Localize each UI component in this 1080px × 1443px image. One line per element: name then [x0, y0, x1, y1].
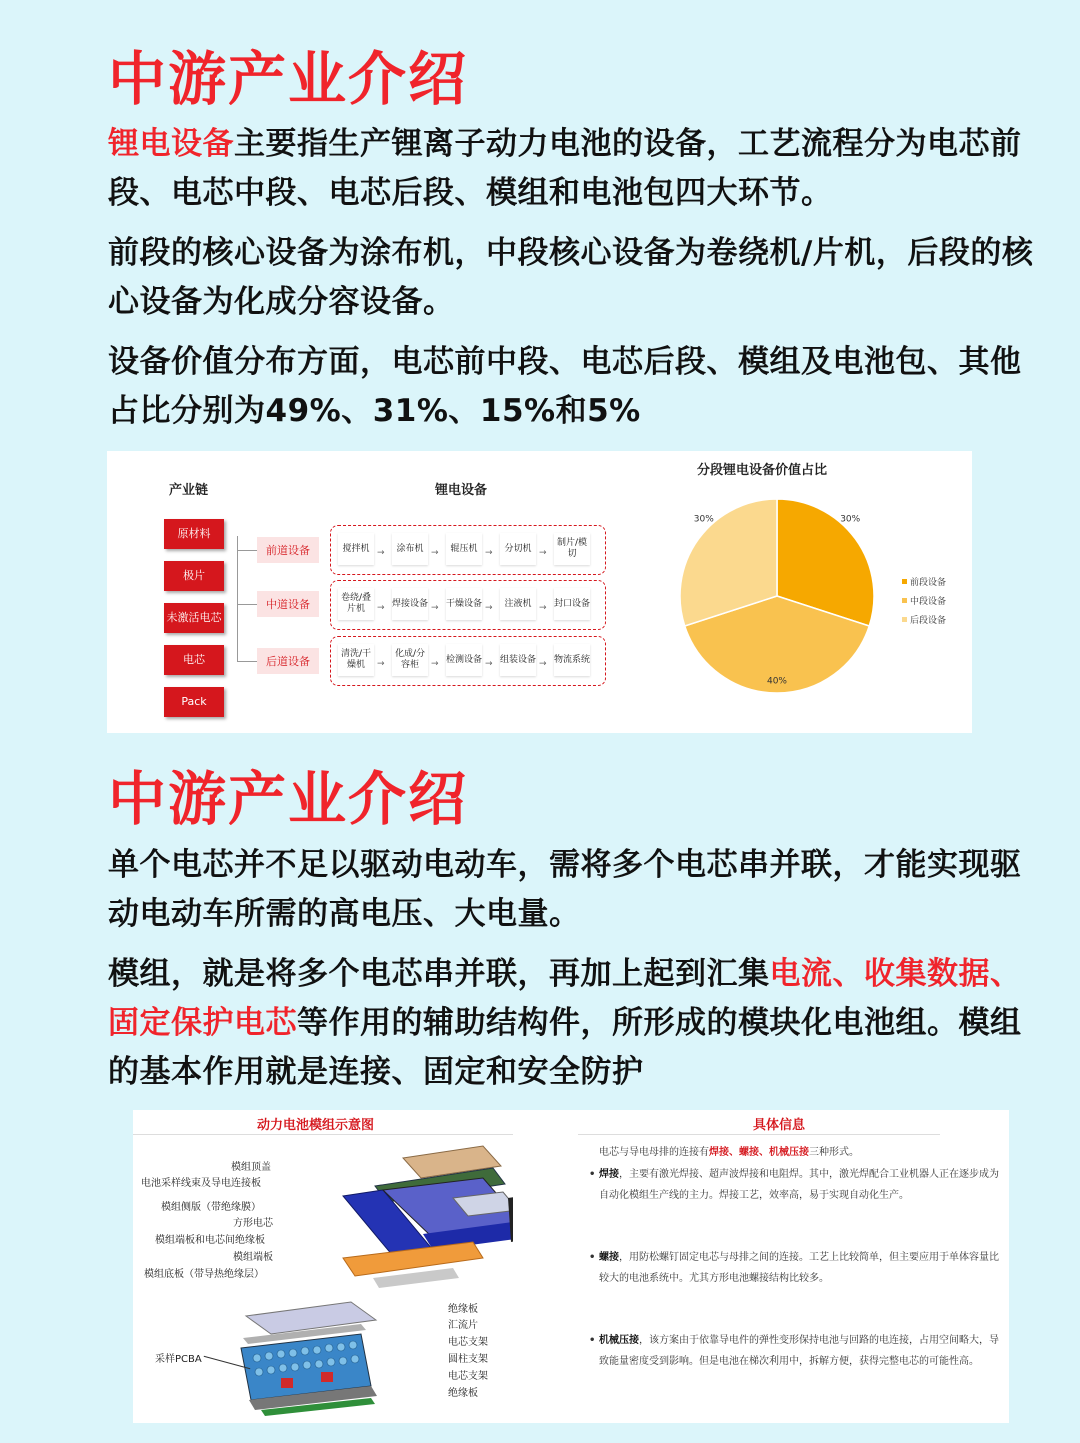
- arrow-icon: →: [377, 659, 385, 669]
- stage-middle: 中道设备: [257, 591, 319, 617]
- part-label: 采样PCBA: [155, 1354, 202, 1365]
- legend-swatch: [902, 598, 907, 603]
- item-text: ，该方案由于依靠导电件的弹性变形保持电池与回路的电连接，占用空间略大，导致能量密度受到影响。但是电池在梯次利用中，拆解方便，获得完整电芯的可能性高。: [599, 1335, 999, 1367]
- connector-line: [237, 604, 257, 605]
- legend-item: [902, 575, 946, 588]
- step-box: 检测设备: [446, 644, 482, 676]
- pie-value-label: 30%: [693, 514, 714, 525]
- pie-value-label: 40%: [766, 676, 788, 687]
- step-box: 搅拌机: [338, 533, 374, 565]
- arrow-icon: →: [431, 659, 439, 669]
- arrow-icon: →: [377, 548, 385, 558]
- bullet-icon: •: [589, 1169, 596, 1180]
- step-box: 焊接设备: [392, 588, 428, 620]
- item-name: 机械压接: [599, 1335, 639, 1346]
- cylindrical-module-illustration: [221, 1296, 451, 1421]
- legend-item: [902, 594, 946, 607]
- part-label: 绝缘板: [448, 1388, 478, 1399]
- equipment-figure: [107, 451, 972, 733]
- connector-line: [237, 536, 238, 661]
- intro-text: 三种形式。: [809, 1147, 859, 1158]
- section2-title: 中游产业介绍: [108, 765, 469, 833]
- part-label: 模组底板（带导热绝缘层）: [144, 1269, 264, 1280]
- part-label: 方形电芯: [233, 1218, 273, 1229]
- stage-back: 后道设备: [257, 648, 319, 674]
- divider: [578, 1134, 940, 1135]
- intro-highlight: 焊接、螺接、机械压接: [709, 1147, 809, 1158]
- stage-front: 前道设备: [257, 537, 319, 563]
- step-box: 清洗/干燥机: [338, 644, 374, 676]
- chain-box: Pack: [164, 687, 224, 717]
- paragraph-2-text: 模组，就是将多个电芯串并联，再加上起到汇集: [108, 956, 770, 992]
- part-label: 模组端板和电芯间绝缘板: [155, 1235, 265, 1246]
- details-intro: [599, 1142, 999, 1163]
- details-title: 具体信息: [753, 1118, 806, 1133]
- connector-line: [237, 661, 257, 662]
- bullet-icon: •: [589, 1252, 596, 1263]
- section1-paragraph-2: 前段的核心设备为涂布机，中段核心设备为卷绕机/片机，后段的核心设备为化成分容设备。: [108, 235, 1034, 320]
- chain-box: 电芯: [164, 645, 224, 675]
- legend-label: 后段设备: [910, 616, 947, 626]
- step-box: 干燥设备: [446, 588, 482, 620]
- arrow-icon: →: [539, 548, 547, 558]
- step-box: 注液机: [500, 588, 536, 620]
- divider: [133, 1134, 513, 1135]
- step-box: 组装设备: [500, 644, 536, 676]
- pie-chart: [672, 496, 892, 706]
- legend-label: 中段设备: [910, 597, 947, 607]
- part-label: 模组端板: [233, 1252, 273, 1263]
- item-name: 螺接: [599, 1252, 619, 1263]
- front-steps-row: [330, 525, 606, 575]
- highlight-lithium-equipment: 锂电设备: [108, 126, 234, 162]
- part-label: 模组侧版（带绝缘膜）: [161, 1202, 261, 1213]
- step-box: 化成/分容柜: [392, 644, 428, 676]
- section2-paragraph-2: [108, 950, 1038, 1097]
- arrow-icon: →: [377, 603, 385, 613]
- item-text: ，用防松螺钉固定电芯与母排之间的连接。工艺上比较简单，但主要应用于单体容量比较大的电池系统中。尤其方形电池螺接结构比较多。: [599, 1252, 999, 1284]
- bullet-icon: •: [589, 1335, 596, 1346]
- module-figure: [133, 1110, 1009, 1423]
- pie-legend: [902, 575, 946, 632]
- legend-swatch: [902, 617, 907, 622]
- section1-title: 中游产业介绍: [108, 45, 469, 113]
- step-box: 涂布机: [392, 533, 428, 565]
- step-box: 分切机: [500, 533, 536, 565]
- part-label: 绝缘板: [448, 1304, 478, 1315]
- arrow-icon: →: [485, 603, 493, 613]
- pie-title: 分段锂电设备价值占比: [697, 463, 828, 478]
- section1-paragraph-3: 设备价值分布方面，电芯前中段、电芯后段、模组及电池包、其他占比分别为49%、31%、15%和5%: [108, 344, 1022, 429]
- arrow-icon: →: [485, 548, 493, 558]
- details-item-screw: [589, 1247, 999, 1289]
- arrow-icon: →: [431, 603, 439, 613]
- pie-value-label: 30%: [840, 514, 861, 525]
- part-label: 汇流片: [448, 1320, 478, 1331]
- item-text: ，主要有激光焊接、超声波焊接和电阻焊。其中，激光焊配合工业机器人正在逐步成为自动化模组生产线的主力。焊接工艺，效率高，易于实现自动化生产。: [599, 1169, 999, 1201]
- step-box: 物流系统: [554, 644, 590, 676]
- part-label: 电芯支架: [448, 1371, 488, 1382]
- arrow-icon: →: [539, 659, 547, 669]
- back-steps-row: [330, 636, 606, 686]
- step-box: 辊压机: [446, 533, 482, 565]
- legend-label: 前段设备: [910, 578, 947, 588]
- step-box: 制片/模切: [554, 533, 590, 565]
- section2-paragraph-1: 单个电芯并不足以驱动电动车，需将多个电芯串并联，才能实现驱动电动车所需的高电压、大电量。: [108, 847, 1022, 932]
- item-name: 焊接: [599, 1169, 619, 1180]
- chain-box: 未激活电芯: [164, 603, 224, 633]
- intro-text: 电芯与导电母排的连接有: [599, 1147, 709, 1158]
- arrow-icon: →: [485, 659, 493, 669]
- step-box: 卷绕/叠片机: [338, 588, 374, 620]
- middle-steps-row: [330, 580, 606, 630]
- paragraph-1-text: 主要指生产锂离子动力电池的设备，工艺流程分为电芯前段、电芯中段、电芯后段、模组和电池包四大环节。: [108, 126, 1022, 211]
- chain-header: 产业链: [169, 483, 209, 498]
- details-item-welding: [589, 1164, 999, 1206]
- arrow-icon: →: [539, 603, 547, 613]
- legend-item: [902, 613, 946, 626]
- module-diagram-title: 动力电池模组示意图: [257, 1118, 375, 1133]
- details-item-press: [589, 1330, 999, 1372]
- arrow-icon: →: [431, 548, 439, 558]
- chain-box: 原材料: [164, 519, 224, 549]
- section1-paragraph-1: [108, 120, 1038, 218]
- step-box: 封口设备: [554, 588, 590, 620]
- chain-box: 极片: [164, 561, 224, 591]
- highlight-functions: 电流、收集数据、固定保护电芯: [108, 956, 1022, 1041]
- part-label: 圆柱支架: [448, 1354, 488, 1365]
- part-label: 电芯支架: [448, 1337, 488, 1348]
- legend-swatch: [902, 579, 907, 584]
- connector-line: [237, 550, 257, 551]
- part-label: 电池采样线束及导电连接板: [141, 1178, 261, 1189]
- part-label: 模组顶盖: [231, 1162, 271, 1173]
- module-exploded-illustration: [283, 1138, 513, 1298]
- paragraph-2-text: 等作用的辅助结构件，所形成的模块化电池组。模组的基本作用就是连接、固定和安全防护: [108, 1005, 1022, 1090]
- equipment-header: 锂电设备: [435, 483, 488, 498]
